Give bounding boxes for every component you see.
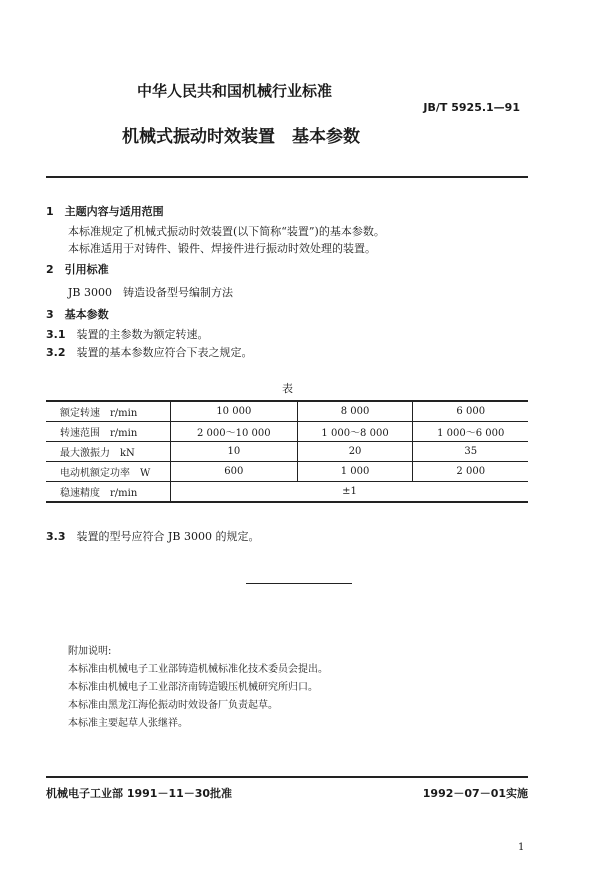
- clause-number: 3.3: [46, 530, 66, 543]
- cell: 1 000～6 000: [413, 422, 528, 442]
- clause-text: 装置的基本参数应符合下表之规定。: [76, 346, 253, 359]
- clause-text: 装置的型号应符合 JB 3000 的规定。: [76, 530, 260, 543]
- approval-date: 机械电子工业部 1991－11－30批准: [46, 787, 233, 800]
- paragraph: 本标准适用于对铸件、锻件、焊接件进行振动时效处理的装置。: [68, 242, 376, 255]
- page-title: 机械式振动时效装置 基本参数: [122, 127, 360, 147]
- section-title: 基本参数: [64, 308, 109, 321]
- issuing-organization: 中华人民共和国机械行业标准: [137, 82, 333, 100]
- table-caption: 表: [282, 382, 293, 395]
- clause-3-3: [46, 528, 259, 544]
- cell: 1 000～8 000: [297, 422, 413, 442]
- paragraph: 本标准规定了机械式振动时效装置(以下简称“装置”)的基本参数。: [68, 225, 385, 238]
- section-1-heading: [46, 203, 164, 219]
- section-title: 主题内容与适用范围: [64, 205, 164, 218]
- clause-number: 3.2: [46, 346, 66, 359]
- cell: 600: [171, 462, 298, 482]
- cell: 10: [171, 442, 298, 462]
- table-row: [46, 482, 528, 503]
- row-label: 电动机额定功率 W: [46, 462, 171, 482]
- section-number: 3: [46, 308, 54, 321]
- table-row: [46, 401, 528, 422]
- row-label: 稳速精度 r/min: [46, 482, 171, 503]
- clause-3-1: [46, 326, 209, 342]
- row-label: 额定转速 r/min: [46, 401, 171, 422]
- clause-number: 3.1: [46, 328, 66, 341]
- effective-date: 1992－07－01实施: [422, 787, 528, 800]
- table-row: [46, 462, 528, 482]
- cell: 35: [413, 442, 528, 462]
- standard-code: JB/T 5925.1—91: [423, 101, 520, 114]
- row-label: 转速范围 r/min: [46, 422, 171, 442]
- cell: 2 000～10 000: [171, 422, 298, 442]
- parameter-table: [46, 400, 528, 503]
- row-label: 最大激振力 kN: [46, 442, 171, 462]
- clause-text: 装置的主参数为额定转速。: [76, 328, 209, 341]
- section-number: 1: [46, 205, 54, 218]
- cell: 10 000: [171, 401, 298, 422]
- cell: 8 000: [297, 401, 413, 422]
- notes-heading: 附加说明:: [68, 646, 112, 657]
- page-number: 1: [518, 842, 525, 853]
- note-line: 本标准由机械电子工业部铸造机械标准化技术委员会提出。: [68, 664, 328, 675]
- cell: ±1: [171, 482, 529, 503]
- table-row: [46, 442, 528, 462]
- table-row: [46, 422, 528, 442]
- clause-3-2: [46, 344, 253, 360]
- section-number: 2: [46, 263, 54, 276]
- section-title: 引用标准: [64, 263, 109, 276]
- cell: 1 000: [297, 462, 413, 482]
- note-line: 本标准由机械电子工业部济南铸造锻压机械研究所归口。: [68, 682, 318, 693]
- end-rule: [246, 583, 352, 584]
- note-line: 本标准主要起草人张继祥。: [68, 718, 188, 729]
- cell: 2 000: [413, 462, 528, 482]
- section-3-heading: [46, 306, 109, 322]
- footer-rule: [46, 776, 528, 778]
- cell: 20: [297, 442, 413, 462]
- cell: 6 000: [413, 401, 528, 422]
- section-2-heading: [46, 261, 109, 277]
- header-rule: [46, 176, 528, 178]
- note-line: 本标准由黑龙江海伦振动时效设备厂负责起草。: [68, 700, 278, 711]
- reference-standard: JB 3000 铸造设备型号编制方法: [68, 286, 233, 299]
